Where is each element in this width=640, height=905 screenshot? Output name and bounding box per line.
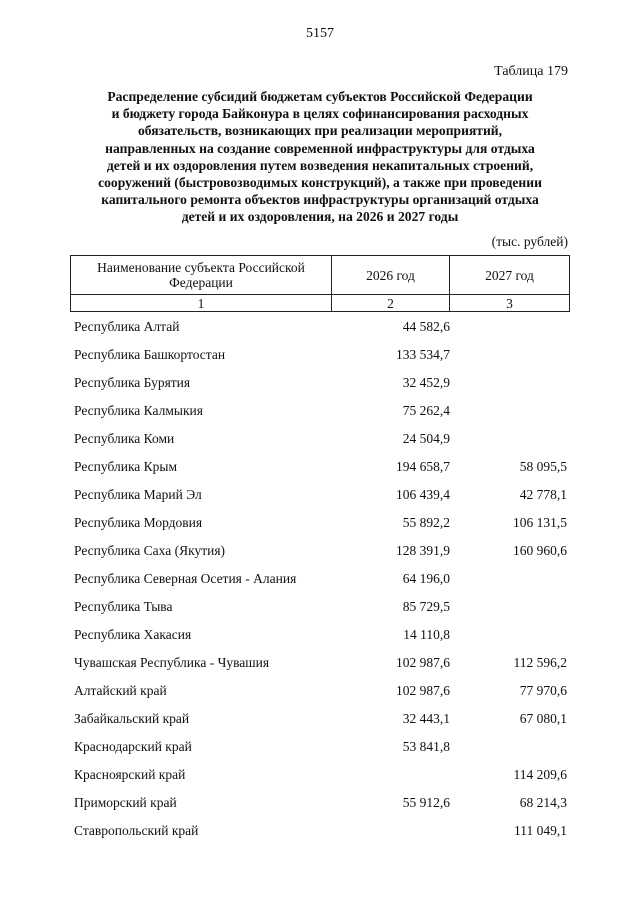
table-title bbox=[70, 88, 570, 226]
title-line: направленных на создание современной инфраструктуры для отдыха bbox=[105, 140, 535, 156]
value-2027: 58 095,5 bbox=[519, 459, 567, 474]
table-row bbox=[70, 704, 570, 732]
value-2026: 102 987,6 bbox=[396, 683, 450, 698]
value-2027: 68 214,3 bbox=[519, 795, 567, 810]
subject-name: Республика Башкортостан bbox=[74, 347, 226, 362]
header-year-2026: 2026 год bbox=[332, 256, 450, 295]
header-col-number: 1 bbox=[71, 295, 332, 312]
value-2027: 106 131,5 bbox=[513, 515, 567, 530]
subject-name: Республика Марий Эл bbox=[74, 487, 202, 502]
value-2027: 112 596,2 bbox=[513, 655, 567, 670]
table-row bbox=[70, 452, 570, 480]
subject-name: Краснодарский край bbox=[74, 739, 192, 754]
table-row bbox=[70, 648, 570, 676]
value-2026: 194 658,7 bbox=[396, 459, 450, 474]
value-2026: 102 987,6 bbox=[396, 655, 450, 670]
title-line: сооружений (быстровозводимых конструкций), а также при проведении bbox=[98, 175, 542, 191]
subject-name: Красноярский край bbox=[74, 767, 186, 782]
title-line: и бюджету города Байконура в целях софинансирования расходных bbox=[111, 106, 529, 122]
units-label: (тыс. рублей) bbox=[491, 234, 568, 249]
subject-name: Ставропольский край bbox=[74, 823, 199, 838]
table-row bbox=[70, 564, 570, 592]
table-row bbox=[70, 816, 570, 844]
value-2026: 128 391,9 bbox=[396, 543, 450, 558]
table-label: Таблица 179 bbox=[494, 64, 568, 79]
table-row bbox=[70, 480, 570, 508]
value-2026: 85 729,5 bbox=[402, 599, 450, 614]
value-2027: 111 049,1 bbox=[514, 823, 567, 838]
table-header bbox=[70, 255, 570, 312]
title-line: детей и их оздоровления, на 2026 и 2027 годы bbox=[181, 209, 459, 225]
value-2027: 67 080,1 bbox=[519, 711, 567, 726]
table-row bbox=[70, 536, 570, 564]
value-2026: 53 841,8 bbox=[402, 739, 450, 754]
value-2027: 160 960,6 bbox=[513, 543, 567, 558]
value-2026: 55 892,2 bbox=[402, 515, 450, 530]
table-row bbox=[70, 788, 570, 816]
value-2026: 44 582,6 bbox=[402, 319, 450, 334]
table-row bbox=[70, 760, 570, 788]
subject-name: Республика Мордовия bbox=[74, 515, 203, 530]
value-2026: 75 262,4 bbox=[402, 403, 450, 418]
table-row bbox=[70, 592, 570, 620]
table-row bbox=[70, 508, 570, 536]
value-2027: 42 778,1 bbox=[519, 487, 567, 502]
header-col-number: 2 bbox=[332, 295, 450, 312]
table-row bbox=[70, 368, 570, 396]
table-row bbox=[70, 396, 570, 424]
header-year-2027: 2027 год bbox=[450, 256, 570, 295]
header-subject-line: Наименование субъекта Российской bbox=[97, 260, 305, 275]
title-line: обязательств, возникающих при реализации мероприятий, bbox=[137, 123, 503, 139]
value-2026: 64 196,0 bbox=[402, 571, 450, 586]
subject-name: Республика Коми bbox=[74, 431, 175, 446]
table-row bbox=[70, 312, 570, 340]
page-number: 5157 bbox=[306, 26, 334, 41]
value-2027: 77 970,6 bbox=[519, 683, 567, 698]
title-line: Распределение субсидий бюджетам субъектов Российской Федерации bbox=[107, 89, 533, 104]
subject-name: Республика Бурятия bbox=[74, 375, 191, 390]
value-2026: 55 912,6 bbox=[402, 795, 450, 810]
subject-name: Чувашская Республика - Чувашия bbox=[74, 655, 270, 670]
table-row bbox=[70, 732, 570, 760]
value-2027: 114 209,6 bbox=[513, 767, 567, 782]
subject-name: Республика Алтай bbox=[74, 319, 180, 334]
subject-name: Алтайский край bbox=[74, 683, 167, 698]
subject-name: Республика Северная Осетия - Алания bbox=[74, 571, 297, 586]
subject-name: Республика Крым bbox=[74, 459, 178, 474]
subject-name: Республика Саха (Якутия) bbox=[74, 543, 226, 558]
title-line: капитального ремонта объектов инфраструктуры организаций отдыха bbox=[101, 192, 539, 208]
subject-name: Забайкальский край bbox=[74, 711, 190, 726]
subject-name: Республика Калмыкия bbox=[74, 403, 203, 418]
subject-name: Республика Тыва bbox=[74, 599, 173, 614]
table-row bbox=[70, 424, 570, 452]
subject-name: Республика Хакасия bbox=[74, 627, 192, 642]
value-2026: 24 504,9 bbox=[402, 431, 450, 446]
table-row bbox=[70, 676, 570, 704]
value-2026: 32 443,1 bbox=[402, 711, 450, 726]
table-body bbox=[70, 312, 570, 844]
subject-name: Приморский край bbox=[74, 795, 177, 810]
value-2026: 133 534,7 bbox=[396, 347, 450, 362]
table-row bbox=[70, 620, 570, 648]
header-col-number: 3 bbox=[450, 295, 570, 312]
table-row bbox=[70, 340, 570, 368]
title-line: детей и их оздоровления путем возведения некапитальных строений, bbox=[106, 157, 534, 173]
value-2026: 14 110,8 bbox=[403, 627, 450, 642]
header-subject-line: Федерации bbox=[169, 275, 233, 290]
value-2026: 32 452,9 bbox=[402, 375, 450, 390]
value-2026: 106 439,4 bbox=[396, 487, 450, 502]
header-subject-name bbox=[71, 256, 332, 295]
